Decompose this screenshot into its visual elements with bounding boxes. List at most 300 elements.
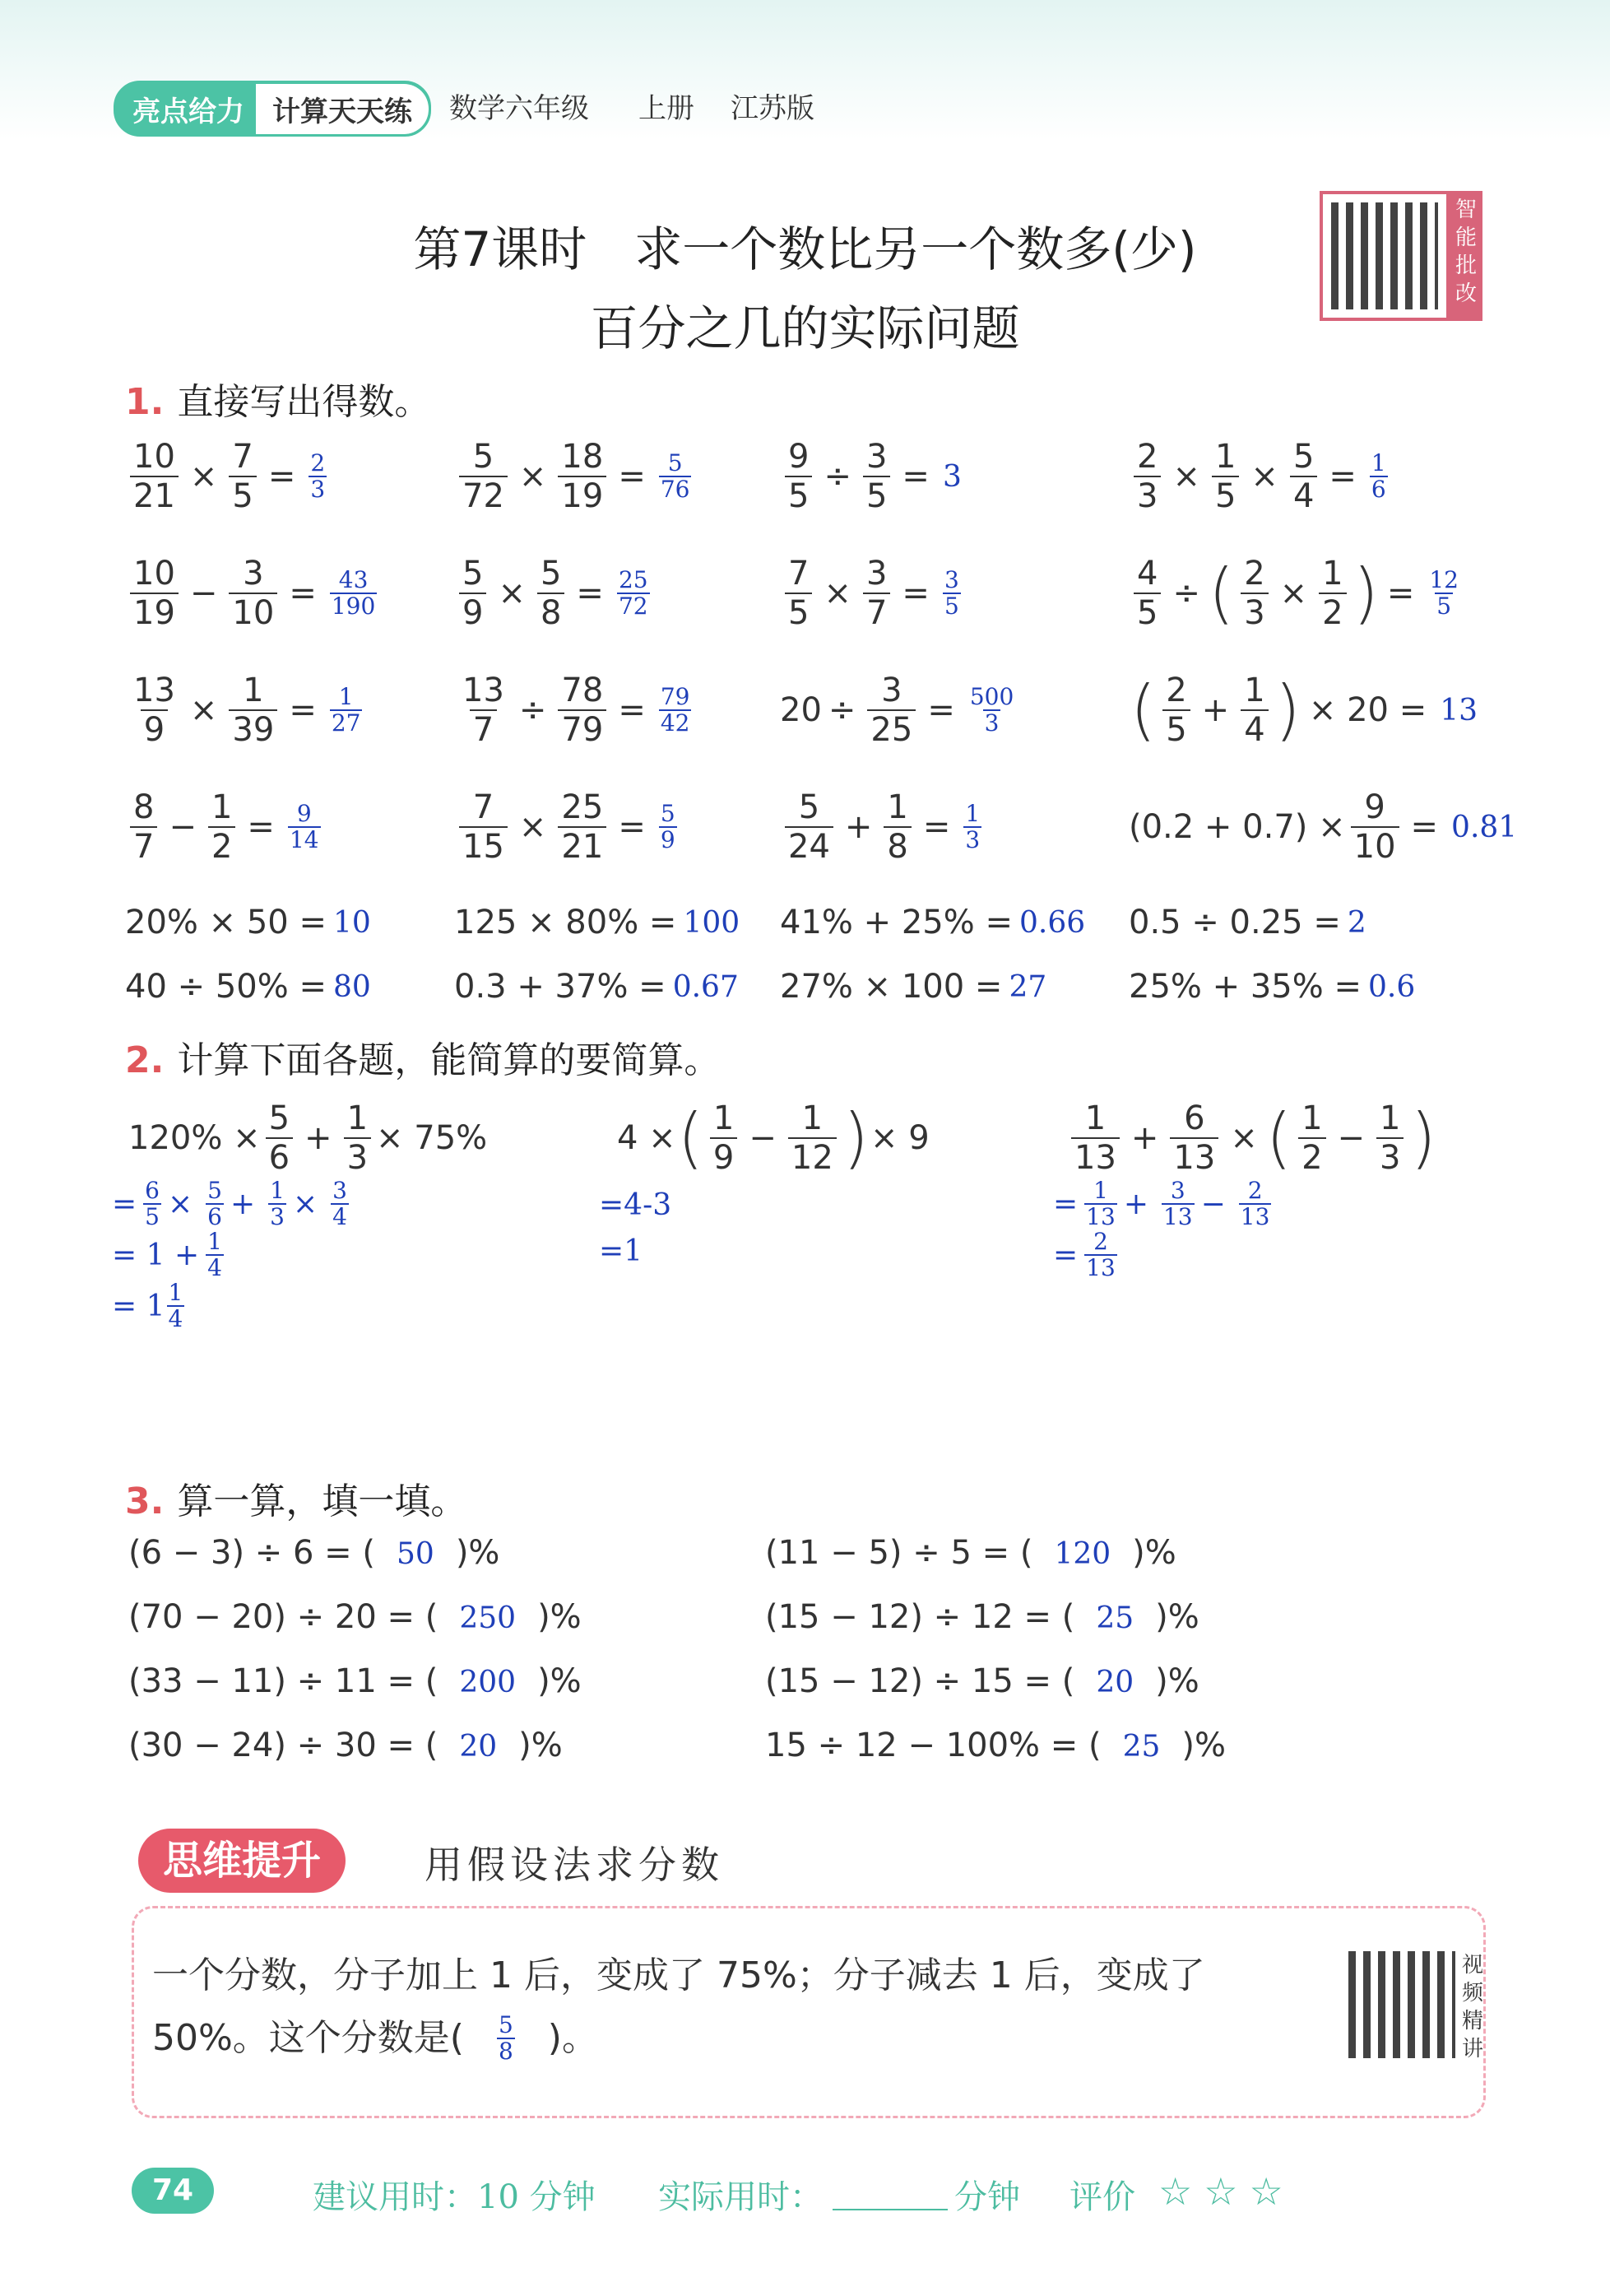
numerator: 13: [462, 672, 504, 709]
qr-side-char: 批: [1455, 253, 1477, 278]
thinking-box: [132, 1906, 1486, 2118]
operator: ÷: [518, 691, 547, 729]
answer: 80: [332, 969, 371, 1004]
work-fraction: [206, 1229, 224, 1280]
equals-sign: =: [289, 574, 317, 612]
fraction: [344, 1099, 371, 1177]
exercise-1-item: [1129, 968, 1415, 1006]
denominator: 4: [1241, 709, 1268, 749]
numerator: 1: [168, 1279, 183, 1306]
numerator: 3: [944, 566, 959, 593]
answer: 120: [1054, 1537, 1111, 1571]
expr-text: 40 ÷ 50% =: [125, 968, 327, 1006]
exercise-1-item: [125, 672, 362, 749]
denominator: 21: [558, 826, 606, 866]
denominator: 3: [984, 709, 1000, 737]
numerator: 4: [1137, 555, 1158, 593]
work-fraction: [167, 1280, 185, 1332]
denominator: 6: [266, 1137, 293, 1177]
denominator: 76: [660, 476, 690, 503]
suggested-time: 建议用时：10 分钟: [313, 2178, 596, 2216]
denominator: 19: [130, 593, 179, 632]
numerator: 2: [1093, 1228, 1108, 1255]
numerator: 1: [712, 1099, 735, 1137]
thinking-text: 50%。这个分数是(: [152, 2017, 464, 2059]
denominator: 6: [207, 1203, 222, 1230]
numerator: 6: [145, 1177, 160, 1204]
denominator: 5: [944, 593, 959, 620]
paren: (: [1265, 1099, 1292, 1176]
equals-sign: =: [618, 808, 646, 846]
denominator: 3: [310, 476, 326, 503]
expr-text: × 9: [870, 1119, 930, 1157]
exercise-1-item: [1129, 672, 1478, 749]
minute-unit: 分钟: [954, 2178, 1020, 2216]
numerator: 2: [1166, 672, 1187, 709]
denominator: 6: [1371, 476, 1386, 503]
numerator: 10: [133, 555, 175, 593]
denominator: 72: [459, 476, 508, 515]
fraction: [867, 672, 916, 749]
exercise-1-item: [454, 555, 650, 632]
numerator: 1: [270, 1177, 285, 1204]
denominator: 13: [1162, 1203, 1193, 1230]
fraction: [1351, 788, 1399, 866]
answer: 27: [1009, 969, 1047, 1004]
operator: −: [169, 808, 197, 846]
denominator: 13: [1071, 1137, 1120, 1177]
rating-label: 评价: [1069, 2178, 1135, 2216]
fraction: [785, 555, 812, 632]
denominator: 5: [229, 476, 256, 515]
fraction: [208, 788, 235, 866]
numerator: 1: [1371, 449, 1386, 476]
answer-fraction: [330, 685, 363, 736]
paren: ): [1352, 555, 1379, 631]
equals-sign: =: [618, 691, 646, 729]
denominator: 4: [332, 1203, 347, 1230]
expr-text: (70 − 20) ÷ 20 = (: [128, 1598, 438, 1636]
exercise-1-item: [780, 672, 1015, 749]
numerator: 1: [346, 1099, 369, 1137]
denominator: 19: [558, 476, 606, 515]
exercise-3-item: [765, 1598, 1199, 1636]
qr-side-char: 精: [1462, 2009, 1484, 2033]
exercise-3-item: [128, 1662, 582, 1700]
denominator: 13: [1086, 1254, 1116, 1281]
numerator: 1: [801, 1099, 824, 1137]
subject-label: 数学六年级: [449, 92, 589, 125]
fraction: [130, 555, 179, 632]
operator: ×: [189, 458, 218, 495]
rating-stars-icon[interactable]: ☆☆☆: [1158, 2169, 1295, 2214]
operator: ×: [498, 574, 526, 612]
answer: 250: [459, 1601, 517, 1635]
fraction: [1319, 555, 1346, 632]
work-fraction: [1084, 1178, 1117, 1229]
brand-right: 计算天天练: [256, 84, 429, 134]
expr-text: 4 ×: [617, 1119, 676, 1157]
fraction: [1298, 1099, 1325, 1177]
exercise-1-item: [125, 438, 327, 515]
denominator: 7: [130, 826, 157, 866]
denominator: 8: [498, 2038, 513, 2065]
thinking-text: )。: [547, 2017, 598, 2059]
expr-text: )%: [1155, 1662, 1199, 1700]
work-fraction: [206, 1178, 224, 1229]
denominator: 2: [1319, 593, 1346, 632]
work-2-3-step1: [1053, 1178, 1271, 1229]
expr-text: 0.3 + 37% =: [454, 968, 666, 1006]
work-op: ×: [168, 1187, 193, 1221]
answer: 3: [942, 459, 962, 494]
denominator: 3: [1376, 1137, 1404, 1177]
answer: 25: [1122, 1730, 1161, 1764]
fraction: [130, 788, 157, 866]
denominator: 5: [1436, 593, 1452, 620]
numerator: 1: [1084, 1099, 1107, 1137]
denominator: 4: [168, 1305, 183, 1332]
numerator: 43: [338, 566, 369, 593]
exercise-3-item: [128, 1598, 582, 1636]
denominator: 39: [229, 709, 277, 749]
work-op: −: [1200, 1187, 1226, 1221]
answer: 50: [397, 1537, 434, 1571]
fraction: [863, 438, 890, 515]
exercise-1-item: [780, 438, 962, 515]
smart-grading-qr[interactable]: [1320, 191, 1482, 321]
exercise-1-item: [780, 788, 981, 866]
numerator: 7: [232, 438, 253, 476]
denominator: 10: [1351, 826, 1399, 866]
numerator: 3: [865, 555, 888, 593]
numerator: 1: [211, 788, 233, 826]
answer-fraction: [309, 451, 327, 502]
equals-sign: =: [247, 808, 275, 846]
numerator: 1: [887, 788, 908, 826]
work-2-2-step1: =4-3: [599, 1188, 672, 1222]
paren: (: [1208, 555, 1235, 631]
expr-text: 20: [780, 691, 822, 729]
operator: −: [749, 1119, 777, 1157]
denominator: 27: [331, 709, 361, 737]
numerator: 3: [865, 438, 888, 476]
section-1-heading: [125, 372, 430, 425]
paren: (: [1130, 672, 1157, 748]
numerator: 5: [1292, 438, 1315, 476]
work-fraction: [268, 1178, 286, 1229]
numerator: 2: [1244, 555, 1265, 593]
exercise-1-item: [125, 555, 377, 632]
actual-time-label: 实际用时：: [658, 2178, 823, 2216]
equals-sign: =: [1329, 458, 1357, 495]
expr-text: )%: [537, 1662, 582, 1700]
answer-fraction: [968, 685, 1015, 736]
operator: ×: [824, 574, 851, 612]
denominator: 5: [1212, 476, 1239, 515]
equals-sign: =: [289, 691, 317, 729]
fraction: [558, 672, 606, 749]
fraction: [1170, 1099, 1218, 1177]
fraction: [788, 1099, 837, 1177]
denominator: 5: [785, 476, 812, 515]
numerator: 78: [561, 672, 604, 709]
answer-fraction: [288, 802, 321, 853]
exercise-1-item: [454, 788, 677, 866]
lesson-subtitle: 百分之几的实际问题: [590, 300, 1020, 356]
answer-fraction: [1370, 451, 1388, 502]
fraction: [1071, 1099, 1120, 1177]
answer-fraction: [1427, 568, 1460, 619]
numerator: 5: [268, 1099, 290, 1137]
denominator: 25: [867, 709, 916, 749]
qr-side-char: 智: [1455, 198, 1477, 222]
answer: 0.81: [1451, 810, 1518, 844]
numerator: 2: [310, 449, 326, 476]
fraction: [785, 788, 833, 866]
exercise-1-item: [454, 438, 691, 515]
numerator: 5: [498, 2011, 513, 2038]
qr-side-label: [1462, 1951, 1487, 2063]
thinking-line-1: 一个分数，分子加上 1 后，变成了 75%；分子减去 1 后，变成了: [152, 1954, 1205, 1996]
answer-fraction: [943, 568, 961, 619]
numerator: 1: [1093, 1177, 1108, 1204]
expr-text: (15 − 12) ÷ 12 = (: [765, 1598, 1075, 1636]
denominator: 8: [884, 826, 911, 866]
work-op: =: [1053, 1238, 1079, 1272]
numerator: 12: [1429, 566, 1459, 593]
expr-text: 0.5 ÷ 0.25 =: [1129, 904, 1341, 941]
expr-text: (15 − 12) ÷ 15 = (: [765, 1662, 1075, 1700]
page-number: 74: [132, 2168, 214, 2214]
operator: ÷: [1172, 574, 1200, 612]
numerator: 1: [1214, 438, 1236, 476]
denominator: 13: [1086, 1203, 1116, 1230]
denominator: 3: [270, 1203, 285, 1230]
work-op: =: [1053, 1187, 1079, 1221]
denominator: 12: [788, 1137, 837, 1177]
answer: 20: [1096, 1666, 1134, 1699]
actual-time-blank[interactable]: [833, 2209, 948, 2210]
qr-code-icon: [1320, 191, 1450, 321]
section-label: 直接写出得数。: [177, 381, 431, 423]
qr-side-char: 改: [1455, 281, 1477, 306]
exercise-1-item: [1129, 904, 1366, 941]
numerator: 25: [561, 788, 604, 826]
numerator: 5: [660, 800, 675, 827]
work-text: = 1: [112, 1289, 165, 1323]
expr-text: (30 − 24) ÷ 30 = (: [128, 1727, 438, 1764]
numerator: 1: [207, 1228, 222, 1255]
work-fraction: [1162, 1178, 1195, 1229]
work-2-3-step2: [1053, 1229, 1117, 1280]
operator: ×: [518, 458, 547, 495]
exercise-1-item: [780, 555, 961, 632]
denominator: 4: [207, 1254, 222, 1281]
fraction: [229, 555, 277, 632]
fraction: [558, 788, 606, 866]
fraction: [1162, 672, 1190, 749]
work-2-1-step1: [112, 1178, 349, 1229]
denominator: 3: [965, 826, 981, 853]
expr-text: 120% ×: [128, 1119, 261, 1157]
section-number: 3.: [125, 1480, 165, 1522]
exercise-3-item: [765, 1662, 1199, 1700]
section-number: 2.: [125, 1039, 165, 1081]
denominator: 10: [229, 593, 277, 632]
denominator: 9: [710, 1137, 737, 1177]
fraction: [537, 555, 564, 632]
expr-text: 15 ÷ 12 − 100% = (: [765, 1727, 1102, 1764]
section-number: 1.: [125, 381, 165, 423]
numerator: 5: [472, 438, 494, 476]
numerator: 1: [338, 683, 354, 710]
operator: ×: [1250, 458, 1278, 495]
expr-text: (0.2 + 0.7) ×: [1129, 808, 1346, 846]
answer: 200: [459, 1666, 517, 1699]
operator: ×: [1172, 458, 1200, 495]
equals-sign: =: [927, 691, 955, 729]
expr-text: )%: [1181, 1727, 1227, 1764]
numerator: 5: [462, 555, 484, 593]
answer: 13: [1440, 693, 1478, 727]
numerator: 2: [1247, 1177, 1263, 1204]
numerator: 9: [296, 800, 312, 827]
operator: +: [1130, 1119, 1159, 1157]
expr-text: 125 × 80% =: [454, 904, 677, 941]
fraction: [130, 438, 179, 515]
expr-text: )%: [537, 1598, 582, 1636]
thinking-title: 用假设法求分数: [425, 1843, 724, 1887]
equals-sign: =: [1410, 808, 1439, 846]
numerator: 13: [133, 672, 175, 709]
work-fraction: [1084, 1229, 1117, 1280]
denominator: 14: [289, 826, 319, 853]
denominator: 5: [863, 476, 890, 515]
qr-side-char: 讲: [1462, 2037, 1484, 2061]
fraction: [1241, 555, 1268, 632]
work-2-1-step3: [112, 1280, 184, 1332]
work-op: =: [112, 1187, 137, 1221]
equals-sign: =: [618, 458, 646, 495]
expr-text: (6 − 3) ÷ 6 = (: [128, 1534, 375, 1572]
numerator: 7: [472, 788, 494, 826]
denominator: 4: [1290, 476, 1317, 515]
work-fraction: [1239, 1178, 1272, 1229]
denominator: 5: [1134, 593, 1161, 632]
expr-text: 27% × 100 =: [780, 968, 1003, 1006]
fraction: [459, 788, 508, 866]
denominator: 13: [1240, 1203, 1270, 1230]
fraction: [459, 672, 508, 749]
numerator: 5: [207, 1177, 222, 1204]
operator: ÷: [828, 691, 856, 729]
answer: 10: [332, 905, 371, 940]
work-text: = 1 +: [112, 1238, 200, 1272]
numerator: 1: [1322, 555, 1343, 593]
expr-text: × 75%: [376, 1119, 488, 1157]
numerator: 1: [1244, 672, 1265, 709]
lesson-title: 第7课时 求一个数比另一个数多(少): [413, 221, 1197, 277]
numerator: 5: [540, 555, 562, 593]
answer: 0.67: [672, 969, 739, 1004]
equals-sign: =: [902, 574, 930, 612]
denominator: 5: [785, 593, 812, 632]
video-lesson-qr[interactable]: [1348, 1951, 1487, 2063]
answer: 0.66: [1019, 905, 1086, 940]
exercise-1-item: [125, 968, 371, 1006]
exercise-1-item: [780, 968, 1046, 1006]
problem-2-1: [128, 1099, 487, 1177]
answer: 25: [1096, 1601, 1134, 1635]
numerator: 5: [798, 788, 820, 826]
exercise-1-item: [454, 672, 691, 749]
numerator: 7: [788, 555, 810, 593]
operator: −: [1337, 1119, 1366, 1157]
fraction: [459, 555, 486, 632]
work-op: +: [1123, 1187, 1148, 1221]
exercise-1-item: [454, 968, 739, 1006]
fraction: [229, 438, 256, 515]
paren: (: [677, 1099, 703, 1176]
fraction: [785, 438, 812, 515]
denominator: 79: [558, 709, 606, 749]
work-2-2-step2: =1: [599, 1234, 643, 1268]
denominator: 190: [331, 593, 376, 620]
fraction: [130, 672, 179, 749]
denominator: 3: [1134, 476, 1161, 515]
numerator: 1: [965, 800, 981, 827]
denominator: 5: [1162, 709, 1190, 749]
numerator: 1: [1301, 1099, 1323, 1137]
answer: 0.6: [1368, 969, 1416, 1004]
exercise-1-item: [1129, 555, 1460, 632]
denominator: 15: [459, 826, 508, 866]
exercise-1-item: [454, 904, 740, 941]
numerator: 500: [969, 683, 1014, 710]
fraction: [459, 438, 508, 515]
fraction: [1376, 1099, 1404, 1177]
fraction: [884, 788, 911, 866]
expr-text: 25% + 35% =: [1129, 968, 1362, 1006]
fraction: [1212, 438, 1239, 515]
denominator: 24: [785, 826, 833, 866]
numerator: 10: [133, 438, 175, 476]
answer-fraction: [659, 685, 692, 736]
paren: ): [1274, 672, 1301, 748]
fraction: [1134, 438, 1161, 515]
operator: ×: [189, 691, 218, 729]
denominator: 9: [459, 593, 486, 632]
denominator: 9: [141, 709, 168, 749]
exercise-3-item: [765, 1534, 1176, 1572]
series-brand: [114, 81, 431, 137]
answer: 20: [459, 1730, 498, 1764]
denominator: 9: [660, 826, 675, 853]
numerator: 79: [660, 683, 690, 710]
expr-text: )%: [1132, 1534, 1176, 1572]
answer-fraction: [659, 451, 692, 502]
work-fraction: [143, 1178, 161, 1229]
answer-fraction: [659, 802, 677, 853]
denominator: 42: [660, 709, 690, 737]
denominator: 21: [130, 476, 179, 515]
numerator: 8: [133, 788, 155, 826]
operator: ÷: [824, 458, 851, 495]
numerator: 18: [561, 438, 604, 476]
section-label: 计算下面各题，能简算的要简算。: [177, 1039, 721, 1081]
denominator: 72: [618, 593, 648, 620]
